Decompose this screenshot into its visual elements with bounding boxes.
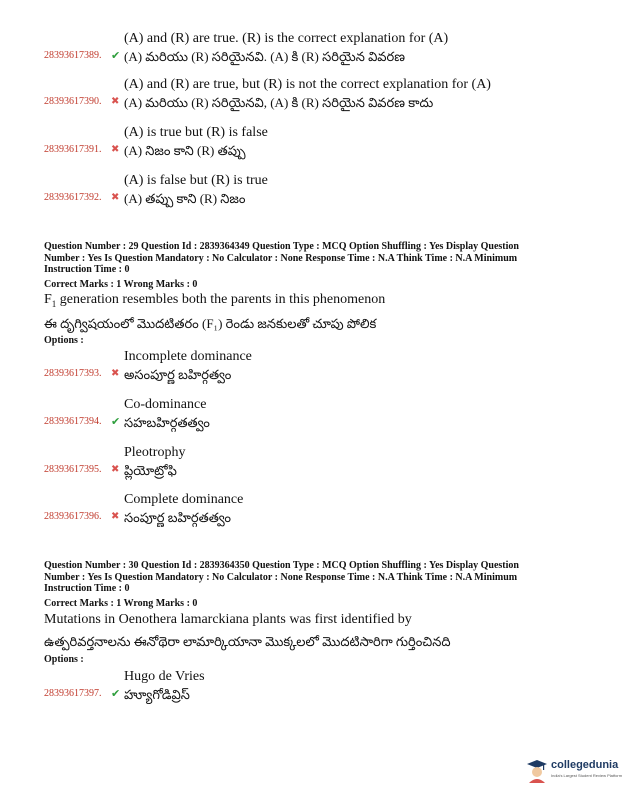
options-label: Options : <box>44 654 84 665</box>
option-id: 28393617393. <box>44 368 102 379</box>
option-text-te: (A) మరియు (R) సరియైనవి, (A) కి (R) సరియైన వివరణ కాదు <box>124 95 434 110</box>
option-text-te: అసంపూర్ణ బహిర్గత్వం <box>124 367 232 382</box>
question-text-post: generation resembles both the parents in this phenomenon <box>56 292 386 307</box>
brand-name: collegedunia <box>551 759 619 771</box>
question-text: Mutations in Oenothera lamarckiana plants was first identified by <box>44 612 412 627</box>
correct-check-icon: ✔ <box>111 49 121 62</box>
option-text-te: సంపూర్ణ బహిర్గతత్వం <box>124 510 232 525</box>
question-header: Question Number : 30 Question Id : 2839364350 Question Type : MCQ Option Shuffling : Yes Display Question Number : Yes Is Question Mandatory : No Calculator : None Response Time : N.A Think Time : N.A Minimum Instruction Time : 0 <box>44 560 519 594</box>
question-text-pre: F <box>44 292 52 307</box>
wrong-cross-icon: ✖ <box>111 511 120 522</box>
option-text-en: Co-dominance <box>124 397 207 412</box>
option-text-en: (A) and (R) are true. (R) is the correct explanation for (A) <box>124 31 449 46</box>
wrong-cross-icon: ✖ <box>111 96 120 107</box>
option-text-te: హ్యూగోడివ్రిస్ <box>124 687 190 702</box>
option-id: 28393617392. <box>44 192 102 203</box>
question-marks: Correct Marks : 1 Wrong Marks : 0 <box>44 279 198 290</box>
option-id: 28393617396. <box>44 511 102 522</box>
option-text-en: (A) and (R) are true, but (R) is not the correct explanation for (A) <box>124 77 491 92</box>
graduate-avatar-icon <box>526 759 548 783</box>
question-text-te: ఈ దృగ్విషయంలో మొదటితరం (F₁) రెండు జనకులతో చూపు పోలిక <box>44 316 377 331</box>
option-text-te: (A) మరియు (R) సరియైనవి. (A) కి (R) సరియైన వివరణ <box>124 49 406 64</box>
question-marks: Correct Marks : 1 Wrong Marks : 0 <box>44 598 198 609</box>
wrong-cross-icon: ✖ <box>111 464 120 475</box>
option-text-te: ప్లియోట్రోఫి <box>124 463 177 478</box>
brand-watermark <box>520 757 622 787</box>
option-id: 28393617390. <box>44 96 102 107</box>
wrong-cross-icon: ✖ <box>111 192 120 203</box>
option-text-en: (A) is false but (R) is true <box>124 173 268 188</box>
wrong-cross-icon: ✖ <box>111 144 120 155</box>
option-text-en: Incomplete dominance <box>124 349 252 364</box>
option-text-en: Complete dominance <box>124 492 244 507</box>
option-text-te: (A) తప్పు కాని (R) నిజం <box>124 191 246 206</box>
options-label: Options : <box>44 335 84 346</box>
correct-check-icon: ✔ <box>111 687 121 700</box>
question-text-te: ఉత్పరివర్తనాలను ఈనోథెరా లామార్కియానా మొక్కలలో మొదటిసారిగా గుర్తించినది <box>44 634 451 649</box>
question-text-sub: 1 <box>51 298 57 309</box>
correct-check-icon: ✔ <box>111 415 121 428</box>
option-text-en: Pleotrophy <box>124 445 186 460</box>
brand-tagline: India's Largest Student Review Platform <box>551 773 622 778</box>
option-id: 28393617395. <box>44 464 102 475</box>
option-text-te: సహబహిర్గతత్వం <box>124 415 210 430</box>
option-text-en: Hugo de Vries <box>124 669 205 684</box>
option-text-te: (A) నిజం కాని (R) తప్పు <box>124 143 246 158</box>
option-text-en: (A) is true but (R) is false <box>124 125 268 140</box>
option-id: 28393617391. <box>44 144 102 155</box>
question-header: Question Number : 29 Question Id : 2839364349 Question Type : MCQ Option Shuffling : Yes Display Question Number : Yes Is Question Mandatory : No Calculator : None Response Time : N.A Think Time : N.A Minimum Instruction Time : 0 <box>44 241 519 275</box>
question-text <box>44 292 385 309</box>
wrong-cross-icon: ✖ <box>111 368 120 379</box>
option-id: 28393617394. <box>44 416 102 427</box>
option-id: 28393617389. <box>44 50 102 61</box>
option-id: 28393617397. <box>44 688 102 699</box>
